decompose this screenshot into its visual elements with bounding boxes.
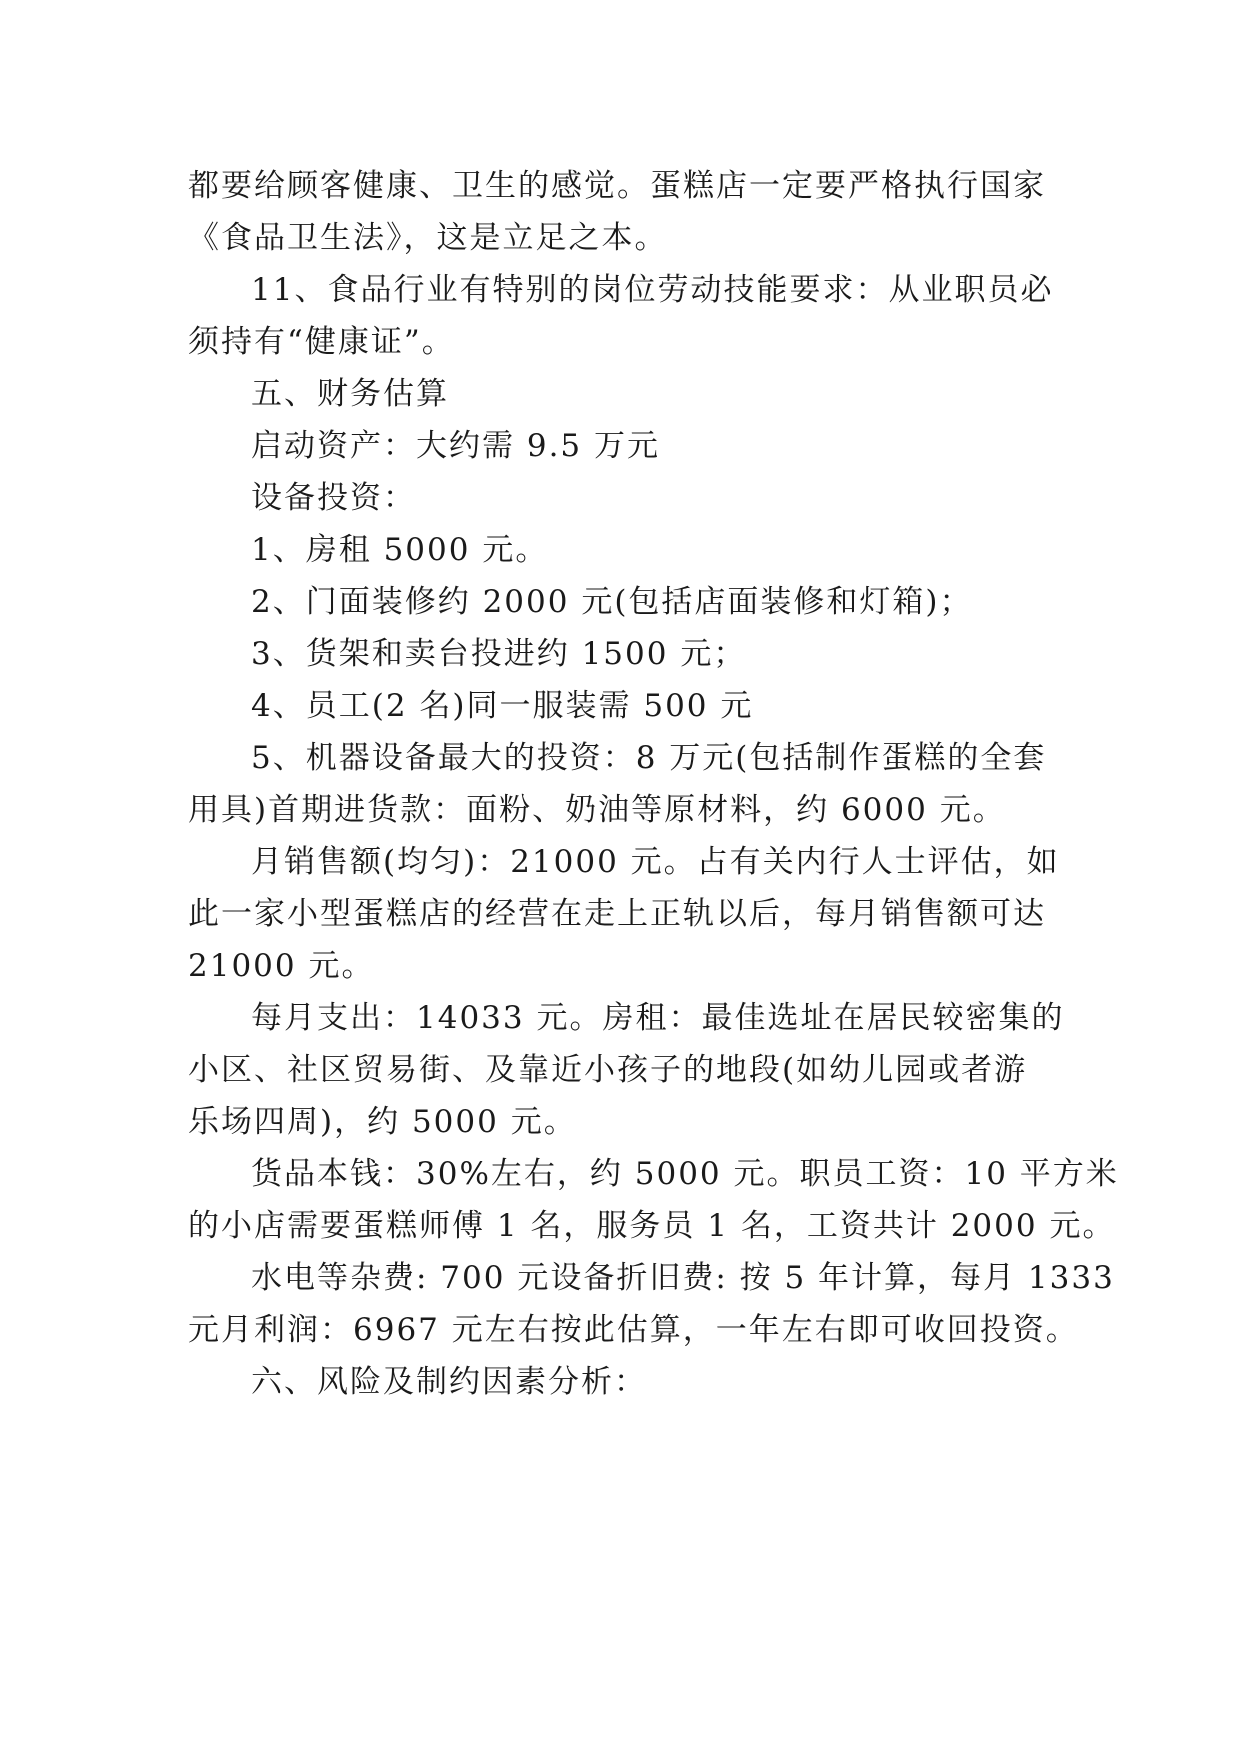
- section-heading: 六、风险及制约因素分析：: [251, 1364, 647, 1400]
- text-line: 月销售额(均匀)：21000 元。占有关内行人士评估，如: [251, 844, 1060, 880]
- text-line: 设备投资：: [251, 480, 416, 516]
- list-item: 3、货架和卖台投进约 1500 元；: [251, 636, 747, 672]
- text-line: 乐场四周)，约 5000 元。: [188, 1104, 577, 1140]
- section-heading: 五、财务估算: [251, 376, 449, 412]
- text-line: 每月支出：14033 元。房租：最佳选址在居民较密集的: [251, 1000, 1065, 1036]
- text-line: 的小店需要蛋糕师傅 1 名，服务员 1 名，工资共计 2000 元。: [188, 1208, 1116, 1244]
- text-line: 须持有“健康证”。: [188, 324, 455, 360]
- text-line: 小区、社区贸易街、及靠近小孩子的地段(如幼儿园或者游: [188, 1052, 1028, 1088]
- list-item: 4、员工(2 名)同一服装需 500 元: [251, 688, 754, 724]
- list-item: 5、机器设备最大的投资：8 万元(包括制作蛋糕的全套: [251, 740, 1047, 776]
- text-line: 此一家小型蛋糕店的经营在走上正轨以后，每月销售额可达: [188, 896, 1046, 932]
- text-line: 都要给顾客健康、卫生的感觉。蛋糕店一定要严格执行国家: [188, 168, 1046, 204]
- text-line: 启动资产：大约需 9.5 万元: [251, 428, 661, 464]
- text-line: 11、食品行业有特别的岗位劳动技能要求：从业职员必: [251, 272, 1054, 308]
- list-item: 1、房租 5000 元。: [251, 532, 549, 568]
- text-line: 元月利润：6967 元左右按此估算，一年左右即可收回投资。: [188, 1312, 1079, 1348]
- text-line: 水电等杂费: 700 元设备折旧费: 按 5 年计算，每月 1333: [251, 1260, 1115, 1296]
- list-item: 2、门面装修约 2000 元(包括店面装修和灯箱)；: [251, 584, 973, 620]
- text-line: 用具)首期进货款：面粉、奶油等原材料，约 6000 元。: [188, 792, 1006, 828]
- text-line: 货品本钱：30%左右，约 5000 元。职员工资：10 平方米: [251, 1156, 1119, 1192]
- text-line: 21000 元。: [188, 948, 375, 984]
- text-line: 《食品卫生法》，这是立足之本。: [188, 220, 668, 256]
